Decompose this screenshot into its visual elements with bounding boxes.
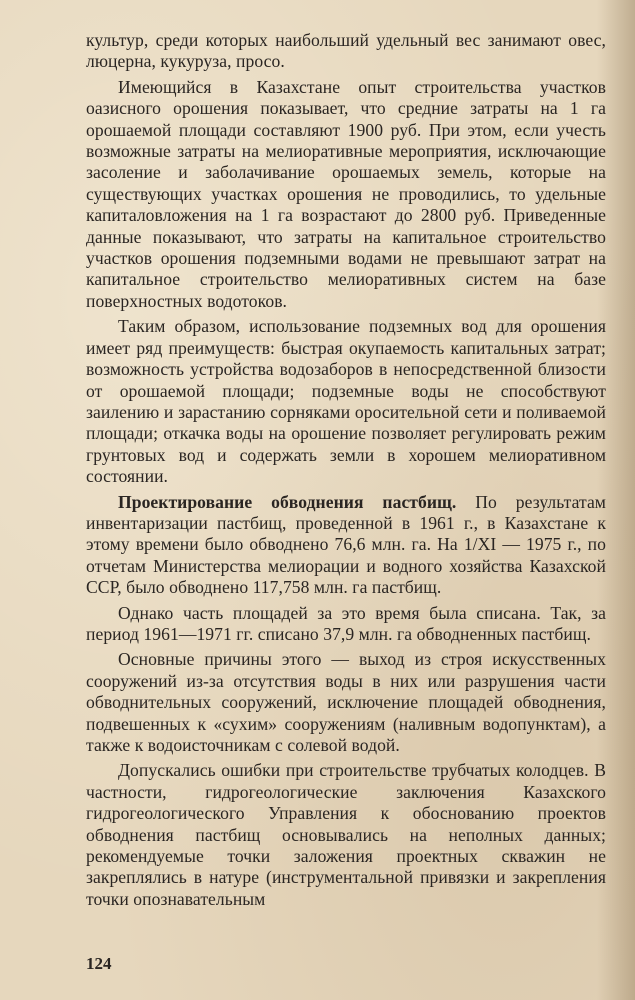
paragraph-irrigation-costs: Имеющийся в Казахстане опыт строительства участков оазисного орошения показывает, что средние затраты на 1 га орошаемой площади составляют 1900 руб. При этом, если учесть возможные затраты на мелиоративные мероприятия, исключающие засоление и заболачивание орошаемых земель, которые на существующих участках орошения не проводились, то удельные капиталовложения на 1 га возрастают до 2800 руб. Приведенные данные показывают, что затраты на капитальное строительство участков орошения подземными водами не превышают затрат на капитальное строительство мелиоративных систем на базе поверхностных водотоков. [86,76,606,311]
paragraph-main-causes: Основные причины этого — выход из строя искусственных сооружений из-за отсутствия воды в них или разрушения части обводнительных сооружений, исключение площадей обводнения, подвешенных к «сухим» сооружениям (наливным водопунктам), а также к водоисточникам с солевой водой. [86,649,606,755]
page-number: 124 [86,954,112,973]
section-heading: Проектирование обводнения пастбищ. [118,491,457,512]
paragraph-well-errors: Допускались ошибки при строительстве трубчатых колодцев. В частности, гидрогеологические заключения Казахского гидрогеологического Управления к обоснованию проектов обводнения пастбищ основывались на неполных данных; рекомендуемые точки заложения проектных скважин не закреплялись в натуре (инструментальной привязки и закрепления точки опознавательным [86,760,606,909]
paragraph-pasture-watering [86,492,606,599]
paragraph-pasture-watering-text: По результатам инвентаризации пастбищ, проведенной в 1961 г., в Казахстане к этому времени было обводнено 76,6 млн. га. На 1/XI — 1975 г., по отчетам Министерства мелиорации и водного хозяйства Казахской ССР, было обводнено 117,758 млн. га пастбищ. [86,491,606,598]
page-body [86,30,606,914]
paragraph-continuation: культур, среди которых наибольший удельный вес занимают овес, люцерна, кукуруза, просо. [86,30,606,72]
paragraph-groundwater-advantages: Таким образом, использование подземных вод для орошения имеет ряд преимуществ: быстрая окупаемость капитальных затрат; возможность устройства водозаборов в непосредственной близости от орошаемой площади; подземные воды не способствуют заилению и зарастанию сорняками оросительной сети и поливаемой площади; откачка воды на орошение позволяет регулировать режим грунтовых вод и содержать земли в хорошем мелиоративном состоянии. [86,316,606,487]
paragraph-written-off-areas: Однако часть площадей за это время была списана. Так, за период 1961—1971 гг. списано 37,9 млн. га обводненных пастбищ. [86,602,606,644]
